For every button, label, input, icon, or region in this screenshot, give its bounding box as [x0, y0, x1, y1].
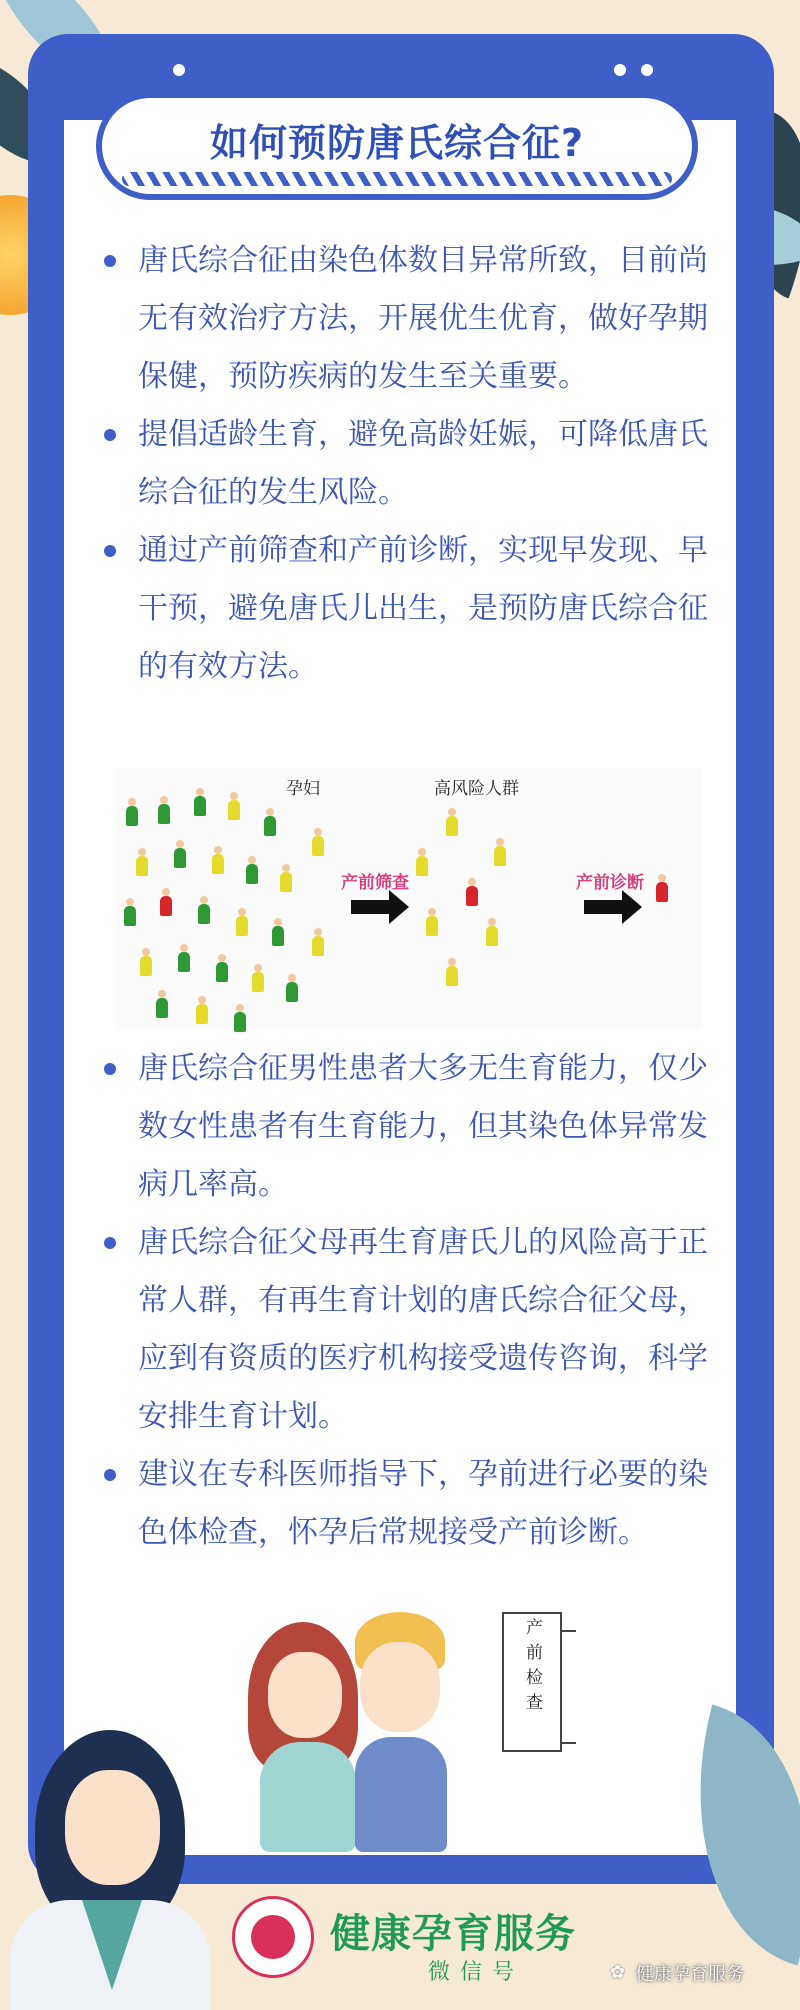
man-body	[355, 1737, 447, 1852]
bullet-list-top	[100, 232, 710, 696]
frame-dot	[641, 64, 653, 76]
person-icon	[252, 964, 264, 994]
person-icon	[140, 948, 152, 978]
person-icon	[286, 974, 298, 1004]
person-icon	[212, 846, 224, 876]
person-icon	[156, 990, 168, 1020]
person-icon	[446, 808, 458, 838]
person-icon	[228, 792, 240, 822]
page-title: 如何预防唐氏综合征?	[209, 121, 585, 165]
screening-figure	[116, 768, 702, 1030]
person-icon	[416, 848, 428, 878]
bullet-item: 通过产前筛查和产前诊断，实现早发现、早干预，避免唐氏儿出生，是预防唐氏综合征的有效方法。	[100, 522, 710, 696]
person-icon	[312, 828, 324, 858]
wechat-icon: ✿	[610, 1962, 626, 1983]
person-icon	[198, 896, 210, 926]
man-face	[360, 1642, 440, 1732]
arrow-icon	[351, 900, 391, 914]
woman-face	[268, 1652, 342, 1738]
woman-body	[260, 1742, 356, 1852]
figure-label-high-risk: 高风险人群	[434, 779, 519, 799]
bullet-item: 建议在专科医师指导下，孕前进行必要的染色体检查，怀孕后常规接受产前诊断。	[100, 1446, 710, 1562]
person-icon	[174, 840, 186, 870]
brand-name: 健康孕育服务	[330, 1911, 576, 1957]
scroll-sign	[502, 1612, 562, 1752]
bullet-list-bottom	[100, 1040, 710, 1562]
person-icon	[158, 796, 170, 826]
person-icon	[246, 856, 258, 886]
couple-illustration	[240, 1612, 600, 1857]
bullet-item: 唐氏综合征由染色体数目异常所致，目前尚无有效治疗方法，开展优生优育，做好孕期保健，预防疾病的发生至关重要。	[100, 232, 710, 406]
person-icon	[426, 908, 438, 938]
person-icon	[280, 864, 292, 894]
bullet-item: 提倡适龄生育，避免高龄妊娠，可降低唐氏综合征的发生风险。	[100, 406, 710, 522]
person-icon	[216, 954, 228, 984]
figure-label-pregnant: 孕妇	[286, 779, 320, 799]
person-icon	[494, 838, 506, 868]
frame-dot	[173, 64, 185, 76]
figure-label-screening: 产前筛查	[341, 873, 409, 893]
person-icon	[446, 958, 458, 988]
bullet-item: 唐氏综合征父母再生育唐氏儿的风险高于正常人群，有再生育计划的唐氏综合征父母，应到有资质的医疗机构接受遗传咨询，科学安排生育计划。	[100, 1214, 710, 1446]
person-icon	[160, 888, 172, 918]
person-icon	[312, 928, 324, 958]
arrow-icon	[584, 900, 624, 914]
seal-logo-icon	[232, 1896, 314, 1978]
person-icon	[486, 918, 498, 948]
person-icon	[194, 788, 206, 818]
doctor-illustration	[10, 1730, 210, 2000]
person-icon	[178, 944, 190, 974]
person-icon	[656, 874, 668, 904]
person-icon	[234, 1004, 246, 1034]
person-icon	[236, 908, 248, 938]
person-icon	[466, 878, 478, 908]
bullet-item: 唐氏综合征男性患者大多无生育能力，仅少数女性患者有生育能力，但其染色体异常发病几率高。	[100, 1040, 710, 1214]
person-icon	[272, 918, 284, 948]
person-icon	[264, 808, 276, 838]
frame-dot	[614, 64, 626, 76]
doctor-face	[65, 1770, 160, 1885]
title-banner	[96, 92, 698, 200]
figure-label-diagnosis: 产前诊断	[576, 873, 644, 893]
wechat-account-label: 健康孕育服务	[636, 1964, 744, 1985]
brand-subtitle: 微信号	[428, 1960, 525, 1985]
person-icon	[136, 848, 148, 878]
person-icon	[126, 798, 138, 828]
scroll-text: 产前检查	[522, 1618, 542, 1718]
title-stripes	[122, 172, 672, 186]
person-icon	[196, 996, 208, 1026]
person-icon	[124, 898, 136, 928]
